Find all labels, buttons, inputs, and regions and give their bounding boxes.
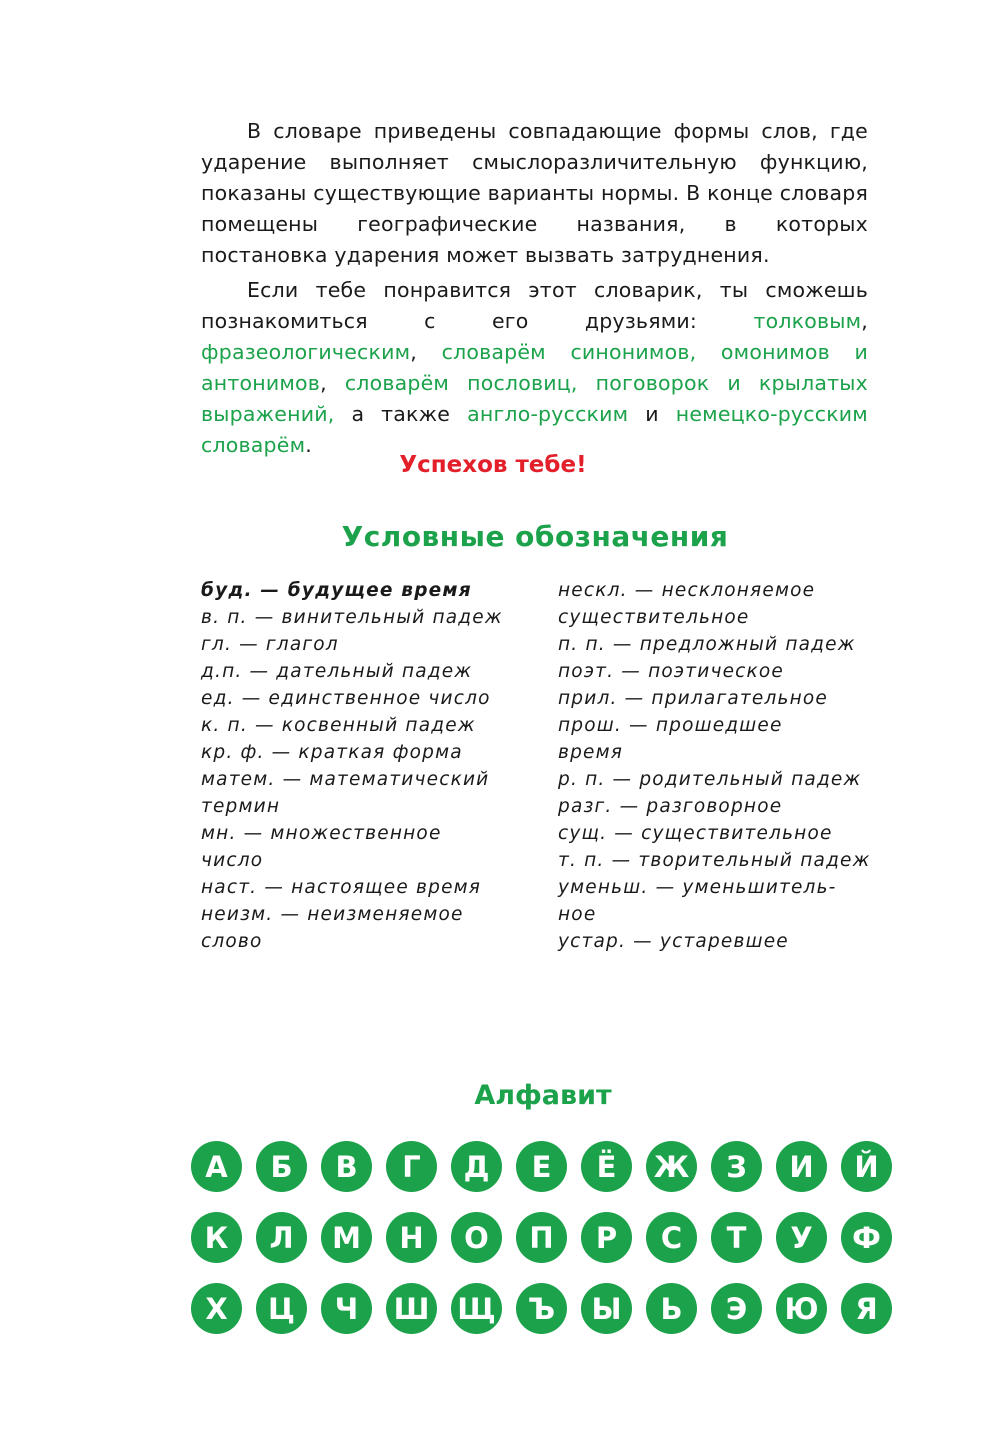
alphabet-letter[interactable]: О: [451, 1212, 502, 1263]
legend-item: термин: [201, 796, 281, 817]
legend-item: разг. — разговорное: [558, 796, 783, 817]
legend-item: в. п. — винительный падеж: [201, 607, 503, 628]
alphabet-letter[interactable]: Ц: [256, 1283, 307, 1334]
legend-left-column: [201, 577, 531, 955]
legend-item: существительное: [558, 607, 750, 628]
alphabet-letter[interactable]: П: [516, 1212, 567, 1263]
alphabet-letter[interactable]: Б: [256, 1141, 307, 1192]
legend-item: ед. — единственное число: [201, 688, 491, 709]
link-english-russian[interactable]: англо-русским: [467, 402, 629, 426]
link-tolkovy[interactable]: толковым: [753, 309, 862, 333]
legend-item: матем. — математический: [201, 769, 490, 790]
legend-item: гл. — глагол: [201, 634, 339, 655]
alphabet-letter[interactable]: Д: [451, 1141, 502, 1192]
alphabet-letter[interactable]: Ю: [776, 1283, 827, 1334]
legend-item: п. п. — предложный падеж: [558, 634, 856, 655]
legend-title: Условные обозначения: [341, 520, 729, 553]
legend-item: р. п. — родительный падеж: [558, 769, 862, 790]
legend-item: прош. — прошедшее: [558, 715, 783, 736]
alphabet-grid: [191, 1141, 891, 1334]
alphabet-letter[interactable]: Ь: [646, 1283, 697, 1334]
legend-right-column: [558, 577, 888, 955]
intro-p2-sep1: ,: [861, 309, 868, 333]
alphabet-letter[interactable]: Щ: [451, 1283, 502, 1334]
wish-heading: Успехов тебе!: [399, 452, 587, 478]
intro-p2-end: .: [305, 433, 312, 457]
alphabet-letter[interactable]: Л: [256, 1212, 307, 1263]
alphabet-letter[interactable]: Е: [516, 1141, 567, 1192]
intro-p2-sep2: ,: [410, 340, 442, 364]
alphabet-letter[interactable]: Ш: [386, 1283, 437, 1334]
alphabet-letter[interactable]: Э: [711, 1283, 762, 1334]
legend-item: прил. — прилагательное: [558, 688, 828, 709]
legend-item: устар. — устаревшее: [558, 931, 789, 952]
alphabet-letter[interactable]: Г: [386, 1141, 437, 1192]
alphabet-letter[interactable]: К: [191, 1212, 242, 1263]
legend-item: неизм. — неизменяемое: [201, 904, 464, 925]
alphabet-letter[interactable]: Ъ: [516, 1283, 567, 1334]
intro-p2-sep3: ,: [320, 371, 345, 395]
legend-item: время: [558, 742, 624, 763]
legend-item: сущ. — существительное: [558, 823, 833, 844]
intro-p2-mid: а также: [334, 402, 468, 426]
alphabet-letter[interactable]: И: [776, 1141, 827, 1192]
alphabet-letter[interactable]: Р: [581, 1212, 632, 1263]
intro-text: [201, 116, 868, 465]
legend-item: ное: [558, 904, 597, 925]
intro-paragraph-2: [201, 275, 868, 461]
alphabet-letter[interactable]: Х: [191, 1283, 242, 1334]
alphabet-title: Алфавит: [474, 1080, 612, 1111]
alphabet-letter[interactable]: Т: [711, 1212, 762, 1263]
alphabet-letter[interactable]: Й: [841, 1141, 892, 1192]
legend-item: д.п. — дательный падеж: [201, 661, 473, 682]
alphabet-letter[interactable]: М: [321, 1212, 372, 1263]
alphabet-letter[interactable]: Ч: [321, 1283, 372, 1334]
link-german-russian[interactable]: немецко-русским словарём: [201, 402, 868, 457]
legend-item: уменьш. — уменьшитель-: [558, 877, 837, 898]
alphabet-letter[interactable]: Ж: [646, 1141, 697, 1192]
legend-item: наст. — настоящее время: [201, 877, 482, 898]
legend-item: кр. ф. — краткая форма: [201, 742, 463, 763]
legend-item: число: [201, 850, 264, 871]
alphabet-letter[interactable]: Я: [841, 1283, 892, 1334]
intro-p2-and: и: [628, 402, 676, 426]
alphabet-letter[interactable]: А: [191, 1141, 242, 1192]
alphabet-letter[interactable]: С: [646, 1212, 697, 1263]
link-proverbs[interactable]: словарём пословиц, поговорок и крылатых выражений,: [201, 371, 868, 426]
alphabet-letter[interactable]: Ы: [581, 1283, 632, 1334]
legend-item: т. п. — творительный падеж: [558, 850, 871, 871]
alphabet-letter[interactable]: З: [711, 1141, 762, 1192]
legend-item: мн. — множественное: [201, 823, 442, 844]
alphabet-letter[interactable]: В: [321, 1141, 372, 1192]
link-frazeologichesky[interactable]: фразеологическим: [201, 340, 411, 364]
legend-item: буд. — будущее время: [201, 580, 472, 601]
intro-p2-lead: Если тебе понравится этот словарик, ты сможешь познакомиться с его друзьями:: [201, 278, 868, 333]
legend-item: поэт. — поэтическое: [558, 661, 785, 682]
legend-item: слово: [201, 931, 263, 952]
alphabet-letter[interactable]: Н: [386, 1212, 437, 1263]
legend-item: к. п. — косвенный падеж: [201, 715, 476, 736]
alphabet-letter[interactable]: Ф: [841, 1212, 892, 1263]
intro-paragraph-1: В словаре приведены совпадающие формы слов, где ударение выполняет смыслоразличительную функцию, показаны существующие варианты нормы. В конце словаря помещены географические названия, в которых постановка ударения может вызвать затруднения.: [201, 119, 868, 267]
legend-item: нескл. — несклоняемое: [558, 580, 816, 601]
alphabet-letter[interactable]: Ё: [581, 1141, 632, 1192]
link-synonyms[interactable]: словарём синонимов, омонимов и антонимов: [201, 340, 868, 395]
alphabet-letter[interactable]: У: [776, 1212, 827, 1263]
